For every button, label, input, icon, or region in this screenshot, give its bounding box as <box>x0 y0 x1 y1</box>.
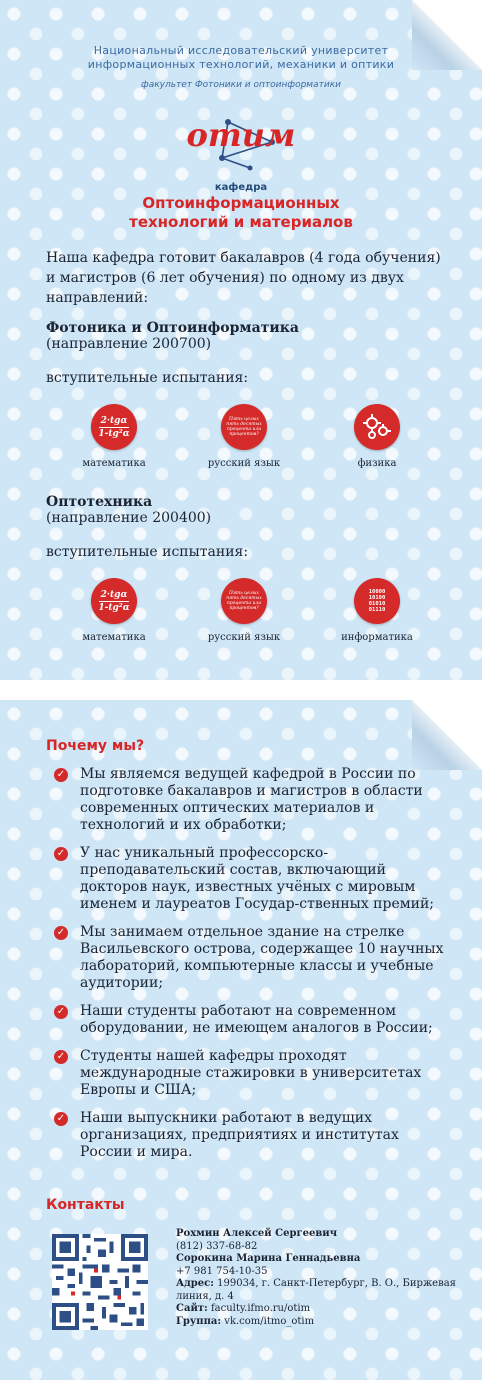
department-title <box>60 194 422 232</box>
page-curl <box>412 0 482 70</box>
list-item <box>52 1003 452 1037</box>
university-name <box>60 44 422 72</box>
binary-line: 01010 <box>368 601 386 607</box>
group-row <box>176 1316 466 1329</box>
formula-icon <box>91 578 137 624</box>
contacts-block <box>176 1228 466 1328</box>
exam-name: математика <box>82 458 146 469</box>
gears-svg <box>362 413 392 441</box>
intro-paragraph: Наша кафедра готовит бакалавров (4 года обучения) и магистров (6 лет обучения) по одному из двух направлений: <box>46 250 441 306</box>
direction-code: (направление 200400) <box>46 510 212 526</box>
reason-text: Студенты нашей кафедры проходят международные стажировки в университетах Европы и США; <box>80 1048 422 1098</box>
reason-text: У нас уникальный профессорско-преподавательский состав, включающий докторов наук, известных учёных с мировым именем и лауреатов Государ-ственных премий; <box>80 845 435 912</box>
site-label: Сайт: <box>176 1303 208 1314</box>
exam-math <box>59 578 169 643</box>
text-icon <box>221 578 267 624</box>
university-line-1: Национальный исследовательский университет <box>93 44 389 57</box>
formula-top: 2·tgα <box>100 589 128 600</box>
page-curl <box>412 700 482 770</box>
exam-russian <box>189 404 299 469</box>
check-icon: ✓ <box>54 1005 68 1019</box>
reason-text: Наши студенты работают на современном оборудовании, не имеющем аналогов в России; <box>80 1003 433 1036</box>
exam-russian <box>189 578 299 643</box>
direction-code: (направление 200700) <box>46 336 212 352</box>
exams-label: вступительные испытания: <box>46 544 249 560</box>
reasons-list <box>52 766 452 1172</box>
contact-phone-2: +7 981 754-10-35 <box>176 1265 268 1277</box>
group-link[interactable]: vk.com/itmo_otim <box>224 1315 315 1327</box>
faculty-name: факультет Фотоники и оптоинформатики <box>141 80 341 90</box>
list-item <box>52 1110 452 1161</box>
kafedra-label: кафедра <box>214 182 268 193</box>
gears-icon <box>354 404 400 450</box>
exam-informatics <box>322 578 432 643</box>
binary-line: 10000 <box>368 588 386 595</box>
direction-photonics <box>46 320 299 352</box>
contact-person-2: Сорокина Марина Геннадьевна <box>176 1253 361 1264</box>
check-icon: ✓ <box>54 1112 68 1126</box>
contact-person-1: Рохмин Алексей Сергеевич <box>176 1228 338 1239</box>
department-line-1: Оптоинформационных <box>142 194 340 212</box>
russian-badge-text: Пять целых пять десятых процента или процентов? <box>226 590 262 612</box>
list-item <box>52 766 452 834</box>
exam-name: русский язык <box>207 632 281 643</box>
formula-bottom: 1-tg²α <box>98 602 130 613</box>
direction-title: Оптотехника <box>46 494 153 510</box>
formula-top: 2·tgα <box>100 415 128 426</box>
exam-name: русский язык <box>207 458 281 469</box>
list-item <box>52 924 452 992</box>
russian-badge-text: Пять целых пять десятых процента или процентов? <box>226 416 262 438</box>
exam-physics <box>322 404 432 469</box>
exams-label: вступительные испытания: <box>46 370 249 386</box>
contact-phone-1: (812) 337-68-82 <box>176 1240 258 1252</box>
why-us-heading: Почему мы? <box>46 738 145 754</box>
reason-text: Наши выпускники работают в ведущих организациях, предприятиях и институтах России и мира. <box>80 1110 399 1160</box>
list-item <box>52 845 452 913</box>
direction-optotechnics <box>46 494 211 526</box>
reason-text: Мы занимаем отдельное здание на стрелке Васильевского острова, содержащее 10 научных лабораторий, компьютерные классы и учебные аудитории; <box>80 924 444 991</box>
qr-code-icon <box>52 1234 148 1330</box>
logo-text: отим <box>186 116 296 154</box>
binary-icon <box>354 578 400 624</box>
exam-math <box>59 404 169 469</box>
list-item <box>52 1048 452 1099</box>
department-line-2: технологий и материалов <box>129 213 353 231</box>
contacts-heading: Контакты <box>46 1197 125 1213</box>
group-label: Группа: <box>176 1315 222 1327</box>
site-link[interactable]: faculty.ifmo.ru/otim <box>210 1303 311 1314</box>
formula-icon <box>91 404 137 450</box>
exam-name: информатика <box>341 632 413 643</box>
text-icon <box>221 404 267 450</box>
address-row <box>176 1278 466 1303</box>
check-icon: ✓ <box>54 926 68 940</box>
formula-bottom: 1-tg²α <box>98 428 130 439</box>
site-row <box>176 1303 466 1316</box>
exam-name: математика <box>82 632 146 643</box>
check-icon: ✓ <box>54 768 68 782</box>
check-icon: ✓ <box>54 1050 68 1064</box>
reason-text: Мы являемся ведущей кафедрой в России по подготовке бакалавров и магистров в области современных оптических материалов и технологий и их обработки; <box>80 766 423 833</box>
address-value: 199034, г. Санкт-Петербург, В. О., Биржевая линия, д. 4 <box>176 1278 456 1302</box>
check-icon: ✓ <box>54 847 68 861</box>
direction-title: Фотоника и Оптоинформатика <box>46 320 299 336</box>
exam-name: физика <box>357 458 397 469</box>
binary-line: 10100 <box>368 594 386 601</box>
otim-logo <box>176 112 306 172</box>
binary-line: 01110 <box>368 607 386 614</box>
university-line-2: информационных технологий, механики и оптики <box>87 58 395 71</box>
address-label: Адрес: <box>176 1278 214 1289</box>
